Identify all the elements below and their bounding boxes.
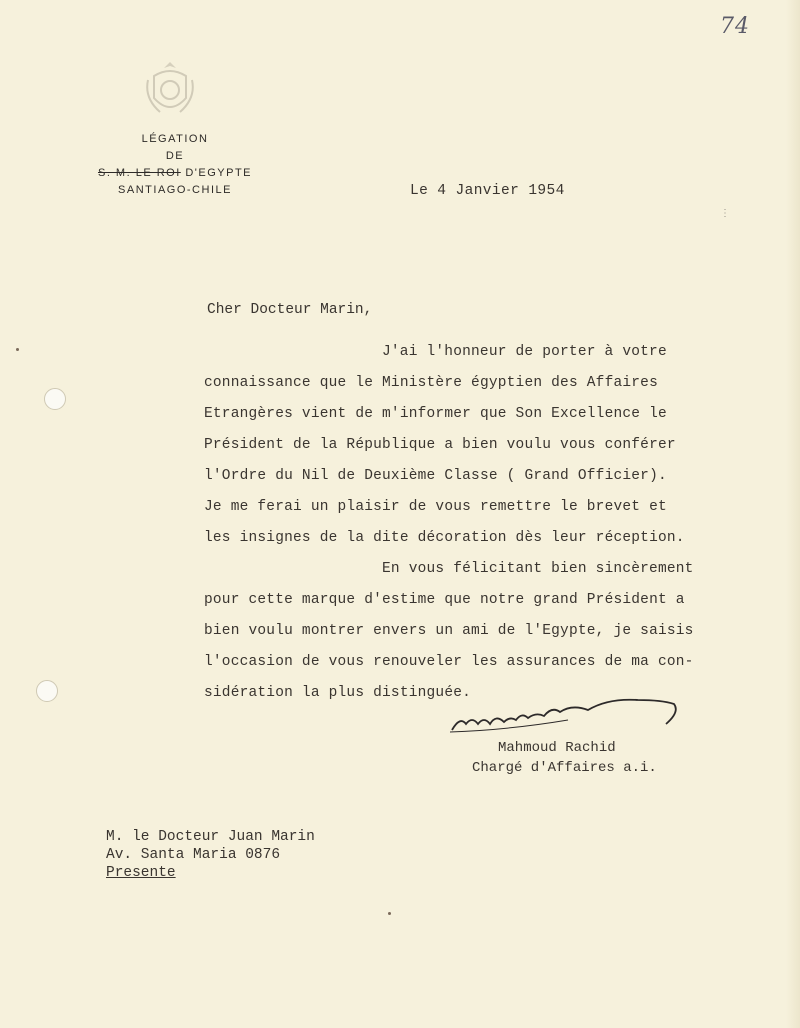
- letter-date: Le 4 Janvier 1954: [410, 183, 565, 199]
- signatory-block: [472, 738, 657, 778]
- handwritten-signature: [448, 690, 688, 738]
- body-p1-first-line: J'ai l'honneur de porter à votre: [382, 344, 667, 360]
- punch-hole-bottom: [36, 680, 58, 702]
- addressee-presente: Presente: [106, 865, 176, 881]
- body-line: Président de la République a bien voulu vous conférer: [204, 437, 676, 453]
- signatory-name: Mahmoud Rachid: [498, 740, 616, 756]
- body-line: l'Ordre du Nil de Deuxième Classe ( Grand Officier).: [204, 468, 667, 484]
- letterhead-line-de: DE: [165, 150, 185, 162]
- letterhead-line-country: [95, 165, 255, 182]
- body-line: bien voulu montrer envers un ami de l'Egypte, je saisis: [204, 623, 694, 639]
- body-line: Etrangères vient de m'informer que Son Excellence le: [204, 406, 667, 422]
- body-line: Je me ferai un plaisir de vous remettre le brevet et: [204, 499, 667, 515]
- body-line: connaissance que le Ministère égyptien des Affaires: [204, 375, 658, 391]
- body-line: les insignes de la dite décoration dès leur réception.: [204, 530, 685, 546]
- margin-mark: ⋮: [720, 209, 730, 220]
- letterhead-struck-text: S. M. LE ROI: [97, 167, 181, 179]
- signatory-title: Chargé d'Affaires a.i.: [472, 760, 657, 776]
- letter-body: [204, 337, 724, 709]
- body-line: pour cette marque d'estime que notre grand Président a: [204, 592, 685, 608]
- body-p2-first-line: En vous félicitant bien sincèrement: [382, 561, 694, 577]
- punch-hole-top: [44, 388, 66, 410]
- margin-speck: [16, 348, 19, 351]
- paper-speck: [388, 912, 391, 915]
- salutation: Cher Docteur Marin,: [207, 302, 373, 318]
- letterhead: [95, 131, 255, 199]
- archive-number: 74: [720, 14, 750, 39]
- legation-crest-emblem: [140, 58, 200, 120]
- addressee-name: M. le Docteur Juan Marin: [106, 829, 315, 845]
- addressee-street: Av. Santa Maria 0876: [106, 847, 281, 863]
- letterhead-line-city: SANTIAGO-CHILE: [118, 184, 232, 196]
- addressee-block: [106, 828, 315, 882]
- letterhead-country-text: D'EGYPTE: [180, 167, 253, 179]
- body-line: sidération la plus distinguée.: [204, 685, 472, 701]
- letterhead-line-legation: LÉGATION: [141, 133, 209, 145]
- body-line: l'occasion de vous renouveler les assurances de ma con-: [204, 654, 694, 670]
- paper-edge: [786, 0, 800, 1028]
